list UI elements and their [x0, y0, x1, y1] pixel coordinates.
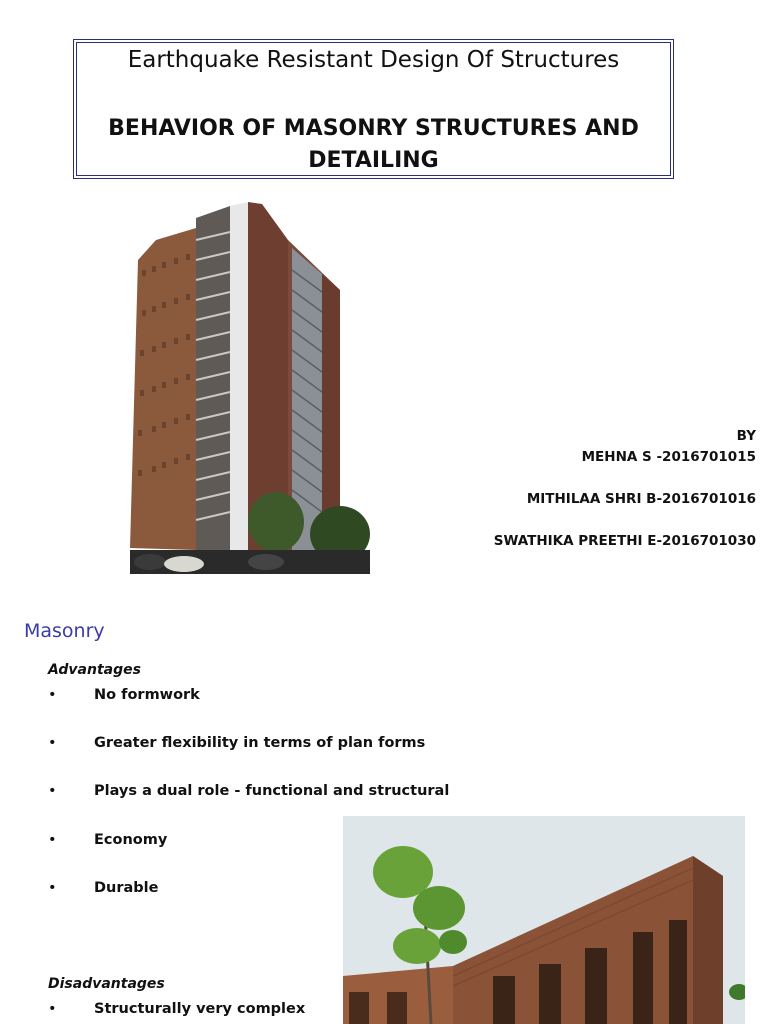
bullet-icon: •: [48, 687, 57, 703]
bullet-icon: •: [48, 1001, 57, 1017]
brick-building-photo: [343, 816, 745, 1024]
author-name: MITHILAA SHRI B-2016701016: [526, 491, 756, 507]
building-image: [126, 200, 374, 582]
document-title: Earthquake Resistant Design Of Structures: [127, 47, 620, 73]
disadvantages-heading: Disadvantages: [48, 976, 165, 992]
list-item-text: No formwork: [94, 687, 200, 703]
subtitle-line-1: BEHAVIOR OF MASONRY STRUCTURES AND: [108, 116, 639, 141]
author-name: MEHNA S -2016701015: [581, 449, 756, 465]
bullet-icon: •: [48, 832, 57, 848]
by-label: BY: [736, 428, 756, 444]
title-box: [76, 42, 671, 176]
advantages-heading: Advantages: [48, 662, 141, 678]
document-subtitle: [97, 113, 650, 177]
authors-block: [436, 426, 756, 552]
spacer: [436, 468, 756, 489]
list-item-text: Greater flexibility in terms of plan forms: [94, 735, 426, 751]
spacer: [436, 510, 756, 531]
list-item-text: Durable: [94, 880, 159, 896]
bullet-icon: •: [48, 880, 57, 896]
bullet-icon: •: [48, 735, 57, 751]
section-title: Masonry: [24, 620, 105, 642]
author-name: SWATHIKA PREETHI E-2016701030: [493, 533, 756, 549]
subtitle-line-2: DETAILING: [308, 148, 439, 173]
list-item-text: Economy: [94, 832, 168, 848]
bullet-icon: •: [48, 783, 57, 799]
list-item-text: Structurally very complex: [94, 1001, 306, 1017]
list-item-text: Plays a dual role - functional and structural: [94, 783, 450, 799]
